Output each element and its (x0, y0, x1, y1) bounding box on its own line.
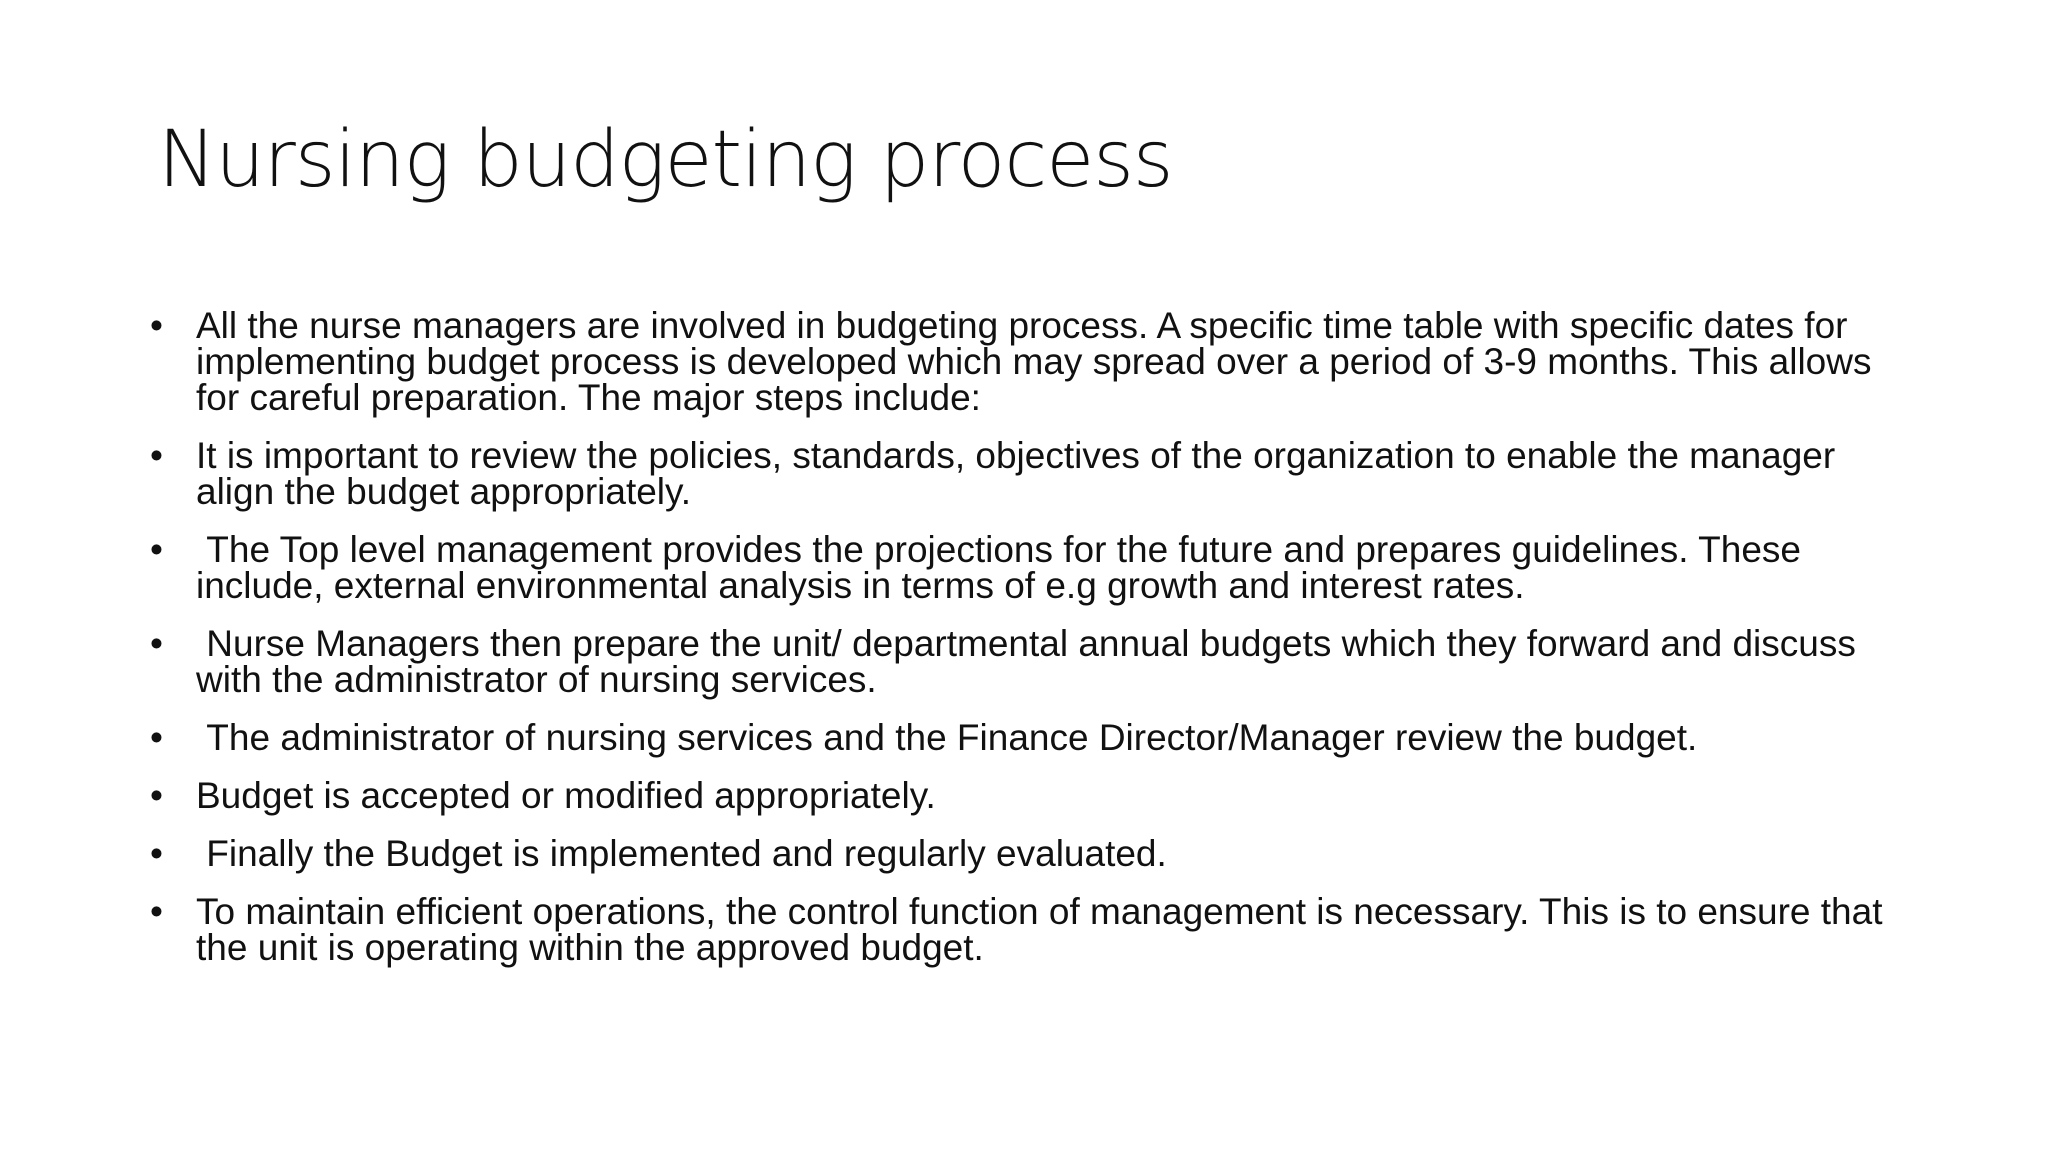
bullet-marker: • (150, 435, 163, 476)
bullet-item (150, 305, 1910, 418)
bullet-item (150, 435, 1910, 512)
bullet-text: The Top level management provides the projections for the future and prepares guidelines. These include, external environmental analysis in terms of e.g growth and interest rates. (196, 529, 1812, 606)
bullet-marker: • (150, 775, 163, 816)
bullet-text: It is important to review the policies, standards, objectives of the organization to enable the manager align the budget appropriately. (196, 435, 1846, 512)
bullet-text: To maintain efficient operations, the control function of management is necessary. This is to ensure that the unit is operating within the approved budget. (196, 891, 1893, 968)
bullet-marker: • (150, 623, 163, 664)
bullet-item (150, 833, 1910, 874)
bullet-item (150, 891, 1910, 968)
bullet-text: The administrator of nursing services and the Finance Director/Manager review the budget. (196, 717, 1698, 758)
bullet-item (150, 717, 1910, 758)
bullet-marker: • (150, 891, 163, 932)
bullet-item (150, 529, 1910, 606)
bullet-text: Budget is accepted or modified appropriately. (196, 775, 936, 816)
bullet-item (150, 775, 1910, 816)
bullet-marker: • (150, 529, 163, 570)
bullet-item (150, 623, 1910, 700)
bullet-marker: • (150, 717, 163, 758)
bullet-marker: • (150, 833, 163, 874)
bullet-text: All the nurse managers are involved in budgeting process. A specific time table with specific dates for implementing budget process is developed which may spread over a period of 3-9 months. This allows for careful preparation. The major steps include: (196, 305, 1882, 418)
bullet-marker: • (150, 305, 163, 346)
bullet-text: Nurse Managers then prepare the unit/ departmental annual budgets which they forward and discuss with the administrator of nursing services. (196, 623, 1867, 700)
bullet-list (150, 305, 1910, 988)
bullet-text: Finally the Budget is implemented and regularly evaluated. (196, 833, 1167, 874)
slide-title: Nursing budgeting process (158, 115, 1173, 205)
